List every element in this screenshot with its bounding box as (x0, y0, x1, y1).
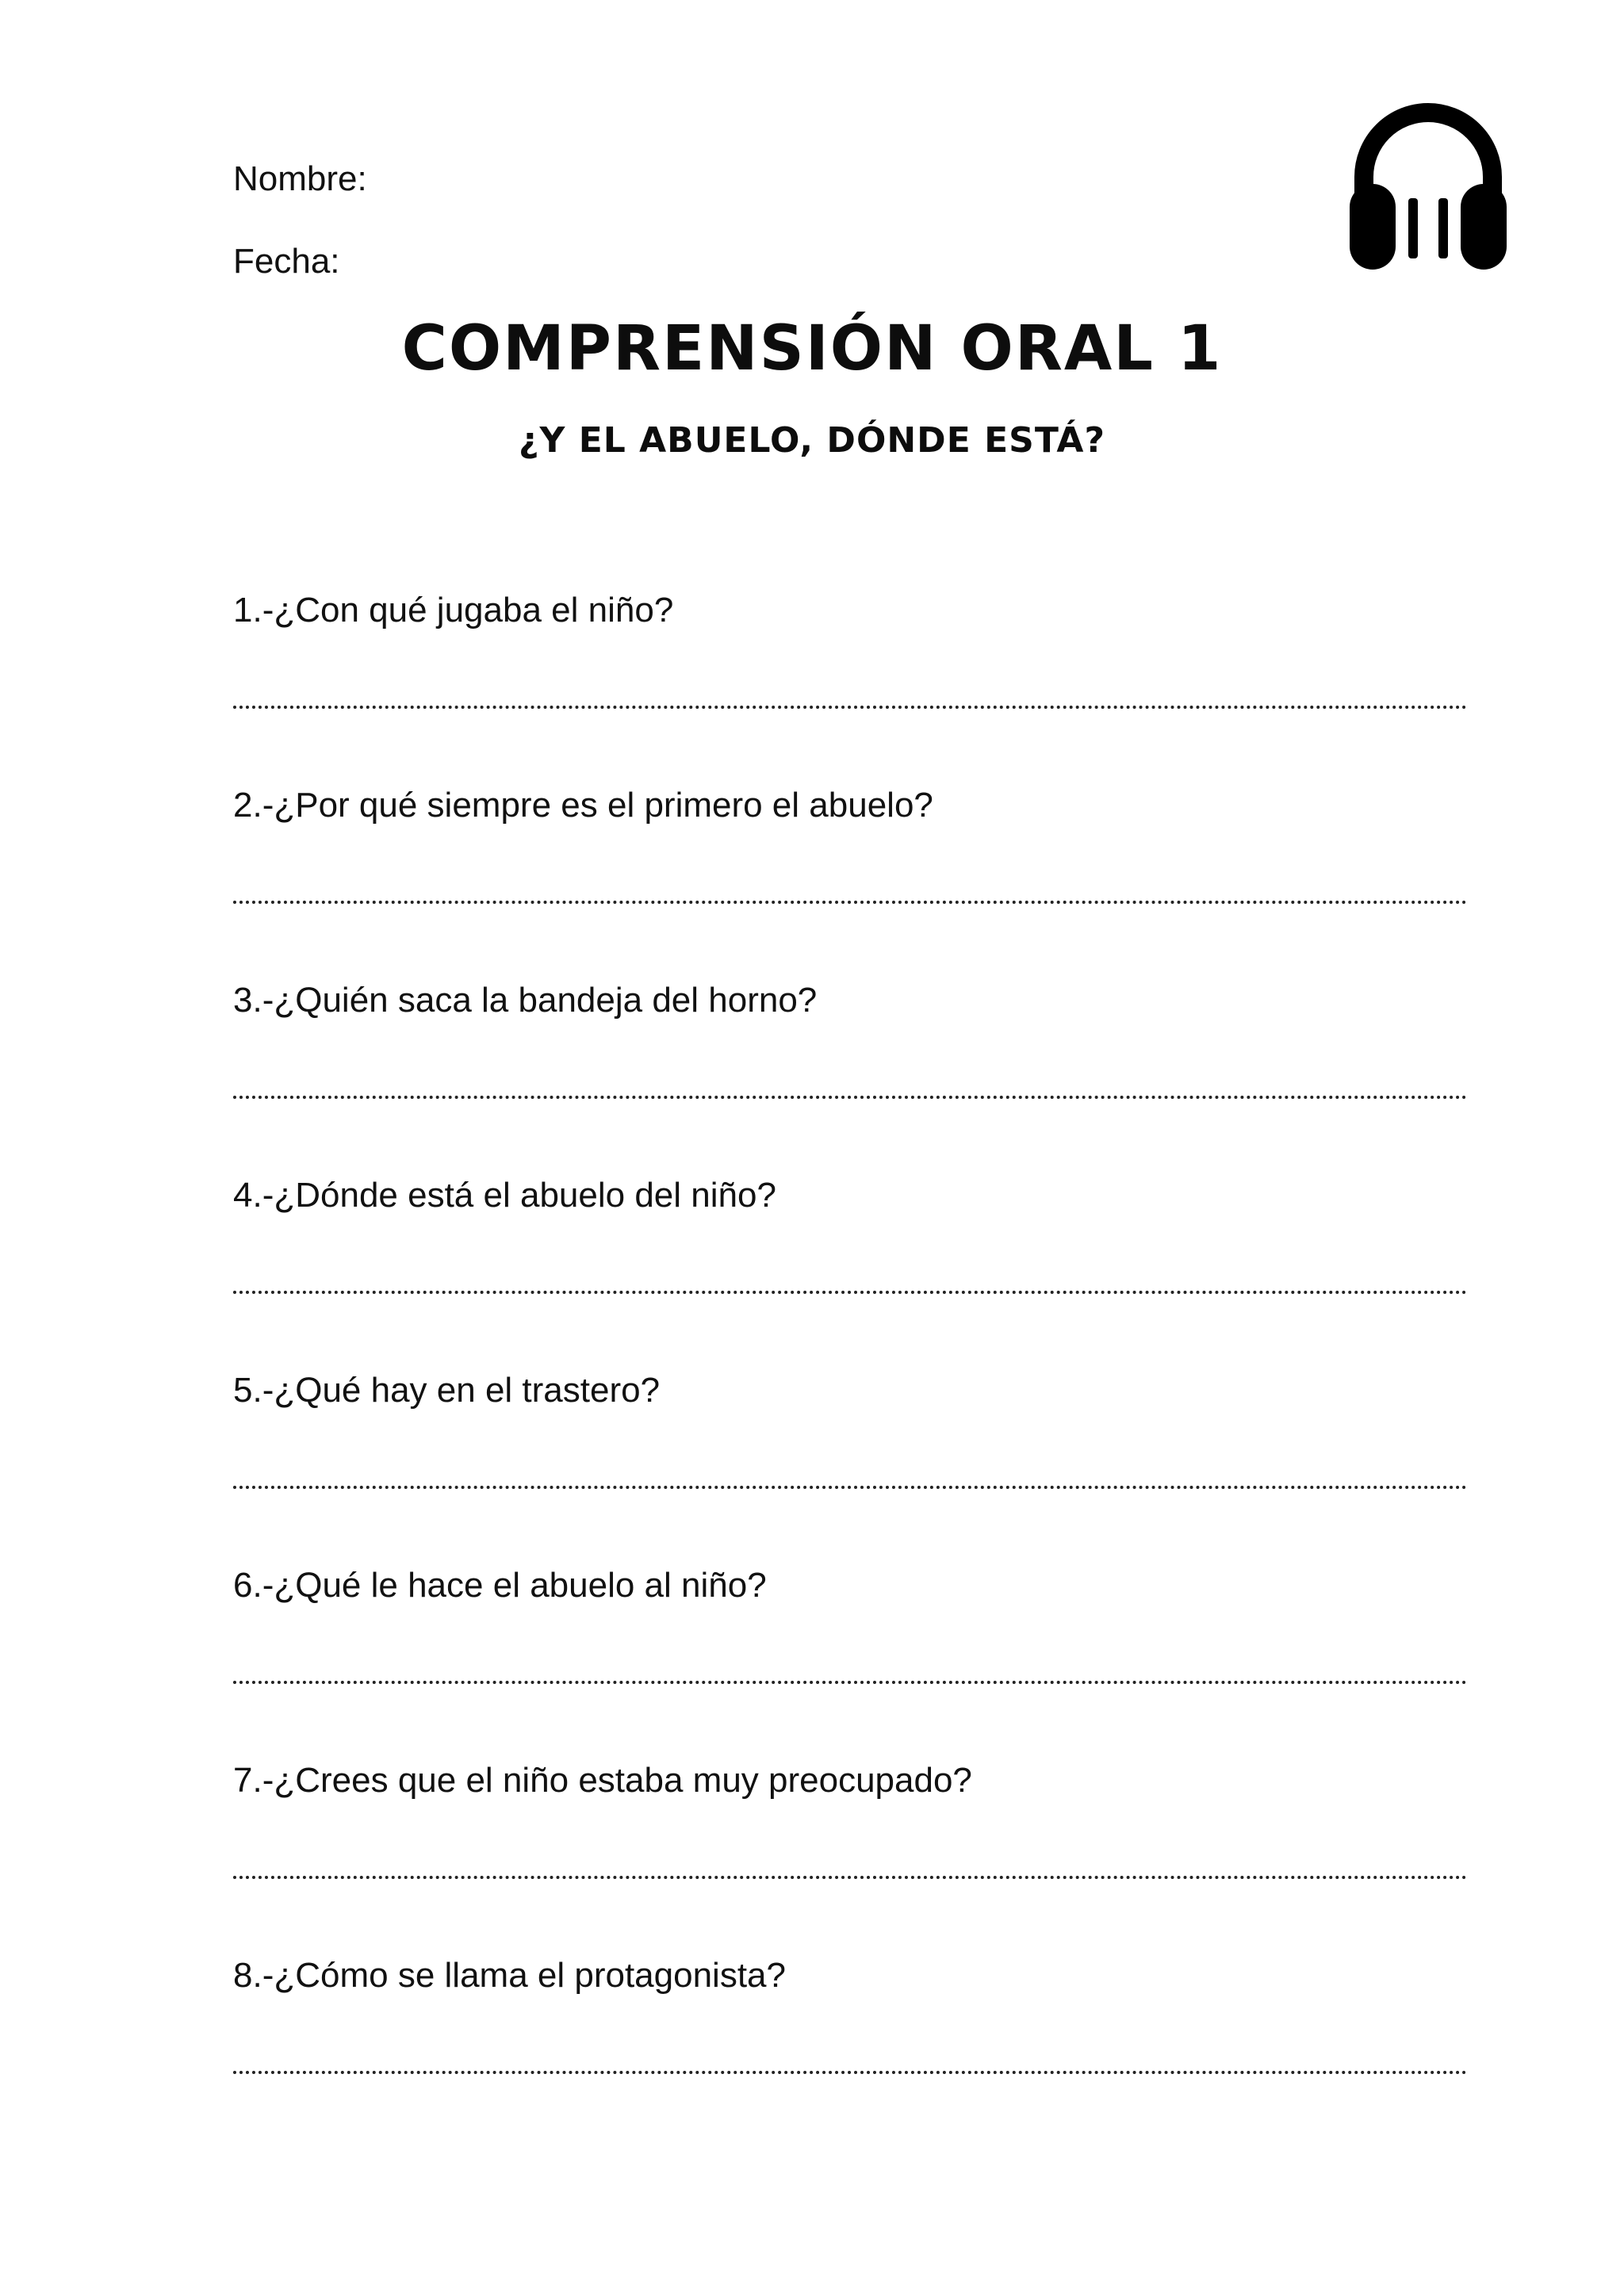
question-text: 5.-¿Qué hay en el trastero? (233, 1371, 661, 1410)
answer-line[interactable] (233, 706, 1467, 709)
page-subtitle: ¿Y EL ABUELO, DÓNDE ESTÁ? (519, 420, 1105, 461)
question-item (233, 1760, 1470, 1955)
answer-line[interactable] (233, 1291, 1467, 1294)
question-text: 3.-¿Quién saca la bandeja del horno? (233, 981, 818, 1020)
question-text: 4.-¿Dónde está el abuelo del niño? (233, 1176, 776, 1215)
nombre-label: Nombre: (233, 159, 367, 198)
answer-line[interactable] (233, 1486, 1467, 1489)
question-text: 2.-¿Por qué siempre es el primero el abuelo? (233, 786, 933, 825)
question-text: 8.-¿Cómo se llama el protagonista? (233, 1956, 786, 1995)
question-item (233, 980, 1470, 1175)
headphones-icon (1340, 101, 1516, 271)
question-item (233, 1175, 1470, 1370)
question-item (233, 785, 1470, 980)
question-item (233, 1955, 1470, 2150)
question-text: 1.-¿Con qué jugaba el niño? (233, 591, 674, 629)
answer-line[interactable] (233, 2071, 1467, 2074)
fecha-label: Fecha: (233, 242, 340, 281)
page-title: COMPRENSIÓN ORAL 1 (401, 313, 1223, 385)
question-item (233, 1370, 1470, 1565)
question-item (233, 590, 1470, 785)
answer-line[interactable] (233, 1876, 1467, 1879)
question-text: 7.-¿Crees que el niño estaba muy preocupado? (233, 1761, 972, 1800)
question-item (233, 1565, 1470, 1760)
answer-line[interactable] (233, 1681, 1467, 1684)
question-list (233, 590, 1470, 2150)
question-text: 6.-¿Qué le hace el abuelo al niño? (233, 1566, 767, 1605)
answer-line[interactable] (233, 1096, 1467, 1099)
answer-line[interactable] (233, 901, 1467, 904)
